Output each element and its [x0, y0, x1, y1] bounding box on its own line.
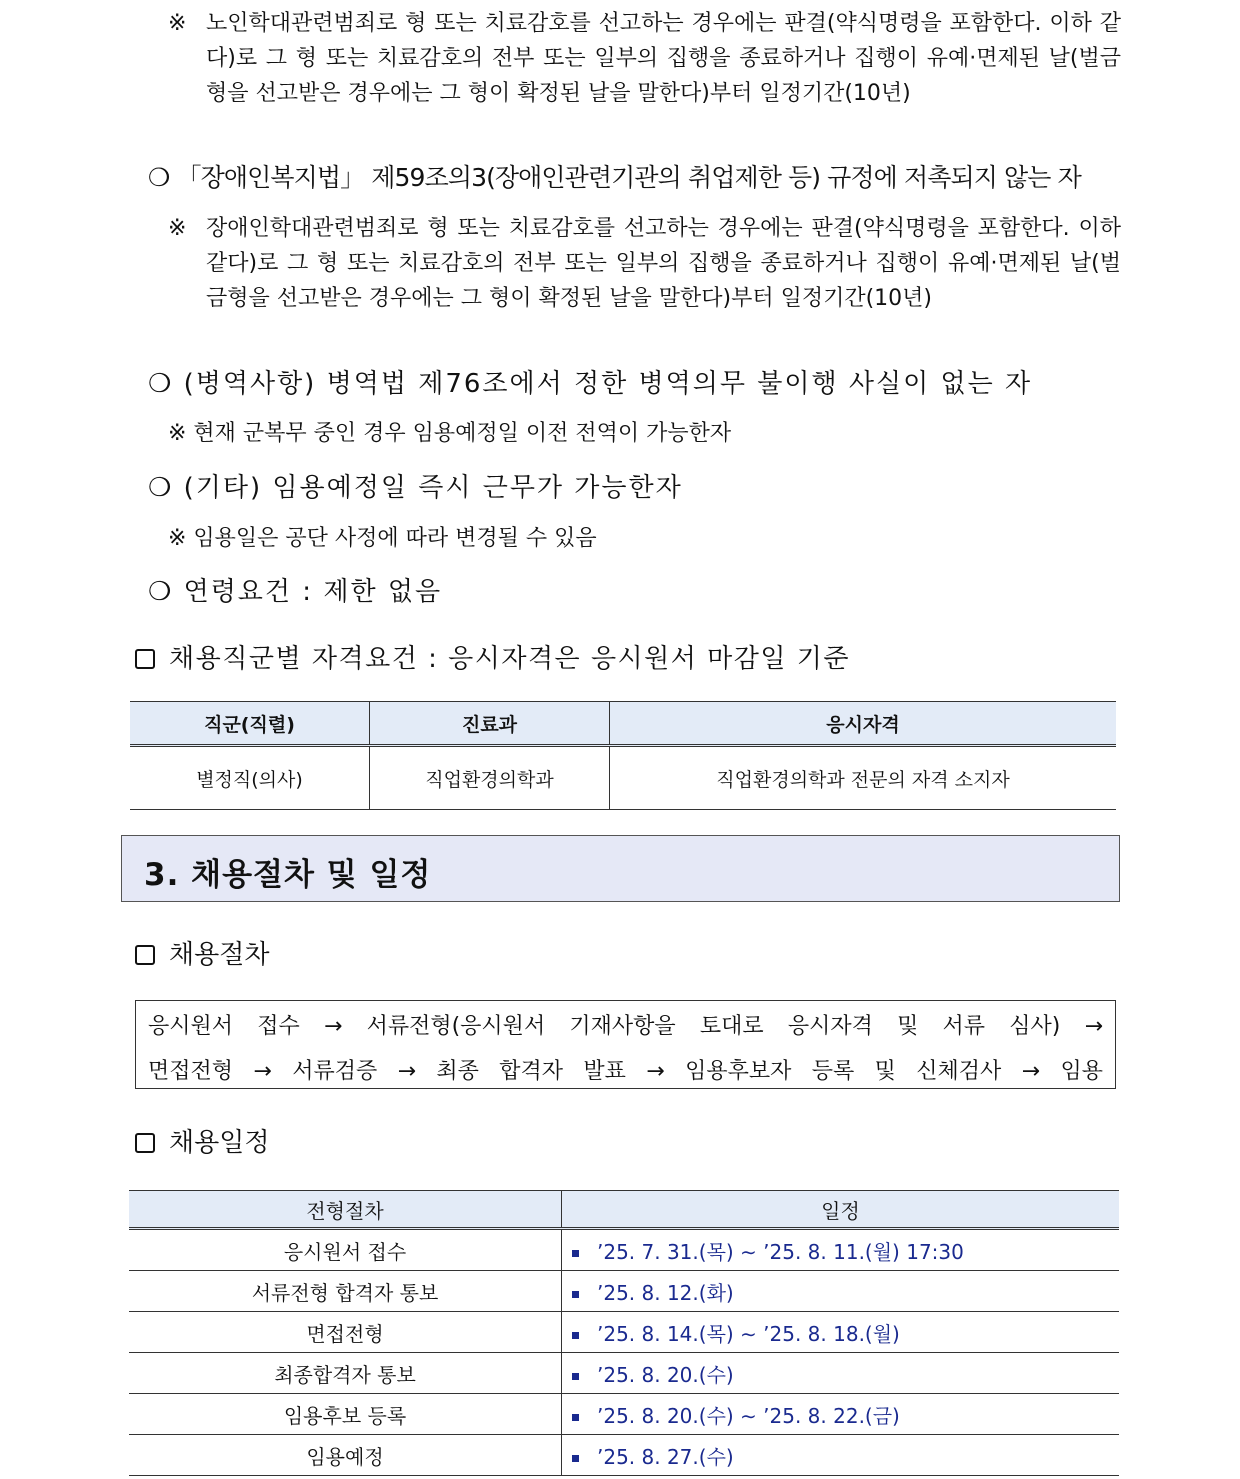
- header-eligibility: 응시자격: [610, 702, 1117, 746]
- bullet-military: ❍ (병역사항) 병역법 제76조에서 정한 병역의무 불이행 사실이 없는 자: [148, 369, 1033, 399]
- section-title: 3. 채용절차 및 일정: [144, 857, 432, 893]
- cell-date: ’25. 8. 12.(화): [597, 1280, 734, 1305]
- qualifications-table: [130, 701, 1116, 810]
- bullet-other: ❍ (기타) 임용예정일 즉시 근무가 가능한자: [148, 473, 683, 503]
- bullet-icon: [572, 1373, 579, 1380]
- header-stage: 전형절차: [129, 1191, 562, 1229]
- note-military: ※ 현재 군복무 중인 경우 임용예정일 이전 전역이 가능한자: [168, 421, 732, 446]
- note-text: 노인학대관련범죄로 형 또는 치료감호를 선고하는 경우에는 판결(약식명령을 포함한다. 이하 같다)로 그 형 또는 치료감호의 전부 또는 일부의 집행을 종료하거나 집행이 유예·면제된 날(벌금형을 선고받은 경우에는 그 형이 확정된 날을 말한다)부터 일정기간(10년): [206, 11, 1121, 106]
- cell-stage: 서류전형 합격자 통보: [129, 1271, 562, 1312]
- note-appointment: ※ 임용일은 공단 사정에 따라 변경될 수 있음: [168, 526, 597, 551]
- procedure-line-1: 응시원서 접수 → 서류전형(응시원서 기재사항을 토대로 응시자격 및 서류 심사) →: [148, 1014, 1103, 1039]
- procedure-box: [135, 1000, 1116, 1089]
- table-row: [129, 1353, 1119, 1394]
- table-row: [129, 1435, 1119, 1476]
- bullet-disability-law: ❍ 「장애인복지법」 제59조의3(장애인관련기관의 취업제한 등) 규정에 저촉되지 않는 자: [148, 163, 1081, 192]
- square-bullet-icon: [135, 1133, 155, 1153]
- table-row: [129, 1271, 1119, 1312]
- cell-stage: 임용예정: [129, 1435, 562, 1476]
- note-mark: ※: [168, 11, 187, 36]
- table-row: [129, 1312, 1119, 1353]
- cell-stage: 임용후보 등록: [129, 1394, 562, 1435]
- note-text: 장애인학대관련범죄로 형 또는 치료감호를 선고하는 경우에는 판결(약식명령을 포함한다. 이하 같다)로 그 형 또는 치료감호의 전부 또는 일부의 집행을 종료하거나 집행이 유예·면제된 날(벌금형을 선고받은 경우에는 그 형이 확정된 날을 말한다)부터 일정기간(10년): [206, 216, 1121, 311]
- cell-date: ’25. 7. 31.(목) ∼ ’25. 8. 11.(월) 17:30: [597, 1239, 964, 1264]
- header-job-group: 직군(직렬): [130, 702, 370, 746]
- bullet-icon: [572, 1455, 579, 1462]
- header-department: 진료과: [370, 702, 610, 746]
- cell-date: ’25. 8. 20.(수): [597, 1362, 734, 1387]
- cell-date: ’25. 8. 27.(수): [597, 1444, 734, 1469]
- schedule-table: [129, 1190, 1119, 1476]
- square-bullet-icon: [135, 945, 155, 965]
- bullet-icon: [572, 1250, 579, 1257]
- schedule-heading: 채용일정: [135, 1125, 269, 1161]
- header-date: 일정: [562, 1191, 1120, 1229]
- cell-department: 직업환경의학과: [370, 746, 610, 810]
- cell-stage: 최종합격자 통보: [129, 1353, 562, 1394]
- procedure-line-2: 면접전형 → 서류검증 → 최종 합격자 발표 → 임용후보자 등록 및 신체검사 → 임용: [148, 1059, 1103, 1084]
- cell-job-group: 별정직(의사): [130, 746, 370, 810]
- cell-date: ’25. 8. 14.(목) ∼ ’25. 8. 18.(월): [597, 1321, 900, 1346]
- procedure-heading: 채용절차: [135, 937, 269, 973]
- note-elder-abuse: [168, 6, 1121, 146]
- table-row: [129, 1394, 1119, 1435]
- qualifications-heading: 채용직군별 자격요건 : 응시자격은 응시원서 마감일 기준: [135, 641, 850, 677]
- cell-date: ’25. 8. 20.(수) ∼ ’25. 8. 22.(금): [597, 1403, 900, 1428]
- table-row: [130, 746, 1116, 810]
- note-disabled-abuse: [168, 211, 1121, 351]
- cell-eligibility: 직업환경의학과 전문의 자격 소지자: [610, 746, 1117, 810]
- bullet-age: ❍ 연령요건 : 제한 없음: [148, 577, 443, 607]
- cell-stage: 응시원서 접수: [129, 1229, 562, 1271]
- note-mark: ※: [168, 216, 187, 241]
- square-bullet-icon: [135, 649, 155, 669]
- bullet-icon: [572, 1291, 579, 1298]
- table-row: [129, 1229, 1119, 1271]
- section-banner: [121, 835, 1120, 902]
- bullet-icon: [572, 1414, 579, 1421]
- cell-stage: 면접전형: [129, 1312, 562, 1353]
- bullet-icon: [572, 1332, 579, 1339]
